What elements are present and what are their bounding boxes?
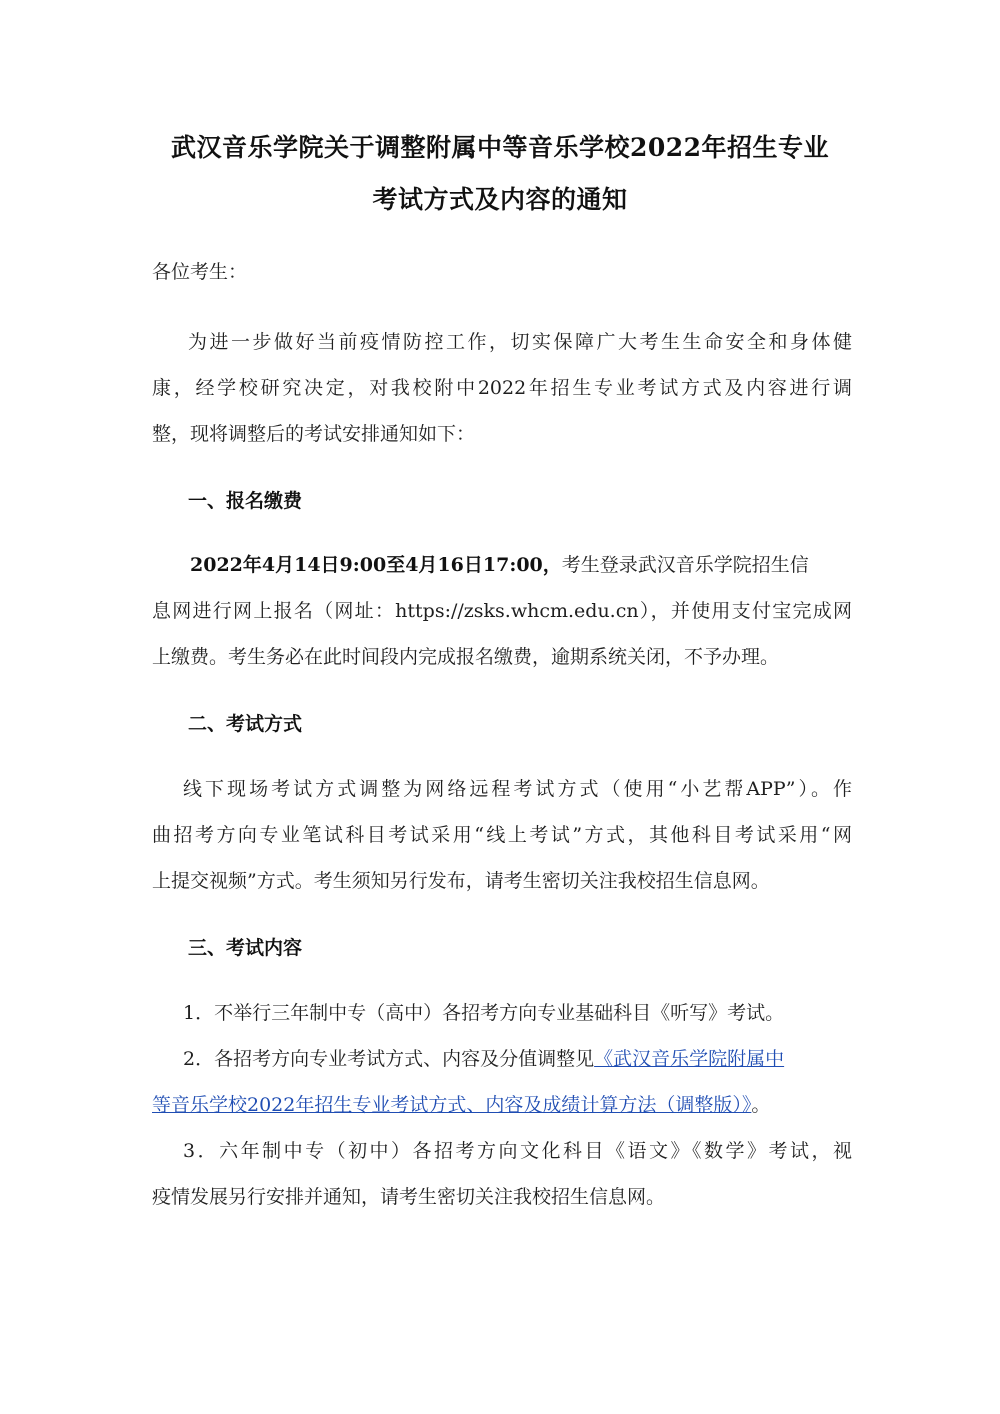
- section-3-item-3-line-2: 疫情发展另行安排并通知，请考生密切关注我校招生信息网。: [152, 1186, 666, 1208]
- score-method-link-continued[interactable]: 等音乐学校2022年招生专业考试方式、内容及成绩计算方法（调整版）》: [152, 1094, 752, 1116]
- registration-period: 2022年4月14日9:00至4月16日17:00，: [190, 554, 562, 576]
- section-3-item-2-line-2: [152, 1092, 852, 1118]
- section-3-heading: 三、考试内容: [188, 937, 303, 959]
- section-3-item-2-line-1: [183, 1046, 852, 1072]
- section-1-heading: 一、报名缴费: [188, 490, 303, 512]
- section-2-line-1: 线下现场考试方式调整为网络远程考试方式（使用“小艺帮APP”）。作: [183, 778, 852, 800]
- section-1-line-1-rest: 考生登录武汉音乐学院招生信: [561, 554, 809, 576]
- section-1-line-2: 息网进行网上报名（网址：https://zsks.whcm.edu.cn），并使用支付宝完成网: [152, 600, 852, 622]
- score-method-link[interactable]: 《武汉音乐学院附属中: [594, 1048, 785, 1070]
- section-2-line-2: 曲招考方向专业笔试科目考试采用“线上考试”方式，其他科目考试采用“网: [152, 824, 852, 846]
- document-title-line-2: 考试方式及内容的通知: [372, 185, 628, 214]
- section-3-item-3-line-1: 3．六年制中专（初中）各招考方向文化科目《语文》《数学》考试，视: [183, 1140, 852, 1162]
- section-3-item-1: 1．不举行三年制中专（高中）各招考方向专业基础科目《听写》考试。: [183, 1002, 785, 1024]
- intro-line-3: 整，现将调整后的考试安排通知如下：: [152, 423, 476, 445]
- document-title-line-1: 武汉音乐学院关于调整附属中等音乐学校2022年招生专业: [170, 133, 830, 162]
- section-3-item-2-prefix: 2．各招考方向专业考试方式、内容及分值调整见: [183, 1048, 595, 1070]
- section-2-heading: 二、考试方式: [188, 713, 303, 735]
- section-1-line-3: 上缴费。考生务必在此时间段内完成报名缴费，逾期系统关闭，不予办理。: [152, 646, 780, 668]
- intro-line-2: 康，经学校研究决定，对我校附中2022年招生专业考试方式及内容进行调: [152, 377, 852, 399]
- intro-line-1: 为进一步做好当前疫情防控工作，切实保障广大考生生命安全和身体健: [188, 331, 852, 353]
- section-2-line-3: 上提交视频”方式。考生须知另行发布，请考生密切关注我校招生信息网。: [152, 870, 770, 892]
- section-3-item-2-suffix: 。: [751, 1094, 771, 1116]
- section-1-line-1: [190, 552, 852, 578]
- salutation: 各位考生：: [152, 261, 248, 283]
